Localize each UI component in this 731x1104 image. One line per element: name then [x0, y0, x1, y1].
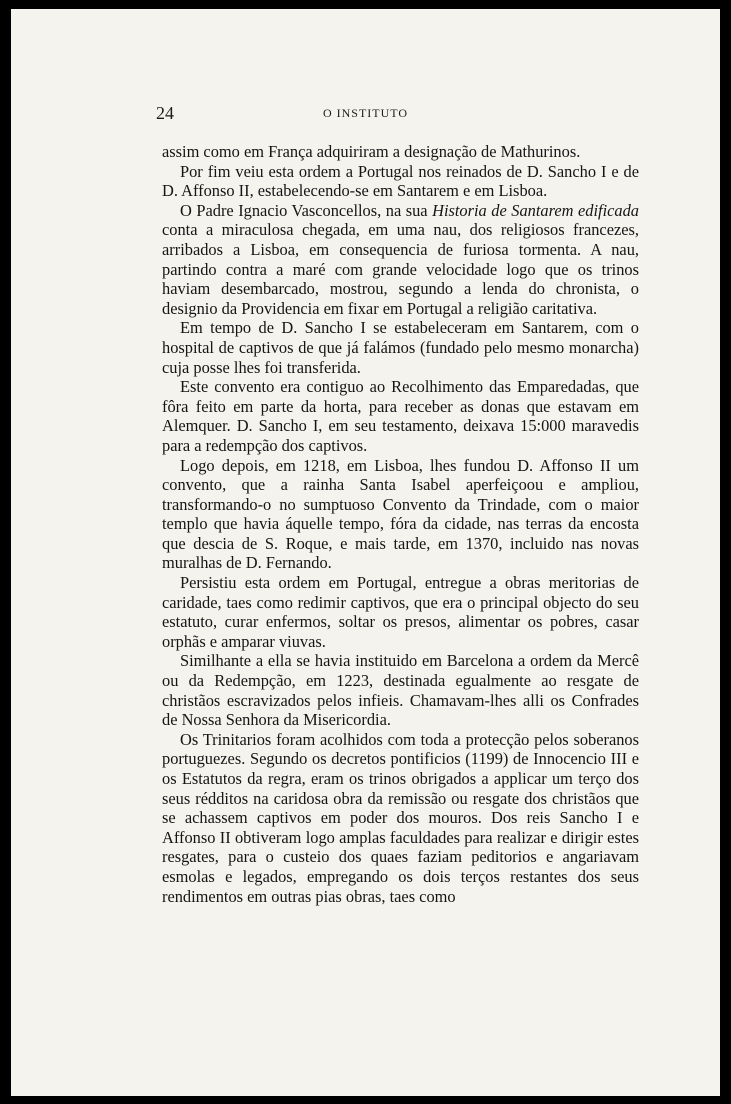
paragraph-4: Em tempo de D. Sancho I se estabeleceram em Santarem, com o hospital de captivos de que já falámos (fundado pelo mesmo monarcha) cuja posse lhes foi transferida.	[162, 318, 639, 377]
paragraph-2: Por fim veiu esta ordem a Portugal nos reinados de D. Sancho I e de D. Affonso II, estabelecendo-se em Santarem e em Lisboa.	[162, 161, 639, 201]
paragraph-5: Este convento era contiguo ao Recolhimento das Emparedadas, que fôra feito em parte da horta, para receber as donas que estavam em Alemquer. D. Sancho I, em seu testamento, deixava 15:000 maravedis para a redempção dos captivos.	[162, 377, 639, 455]
paragraph-7: Persistiu esta ordem em Portugal, entregue a obras meritorias de caridade, taes como redimir captivos, que era o principal objecto do seu estatuto, curar enfermos, soltar os presos, alimentar os pobres, casar orphãs e amparar viuvas.	[162, 573, 639, 651]
page-body	[162, 142, 639, 906]
paragraph-3-text: O Padre Ignacio Vasconcellos, na sua	[180, 200, 433, 220]
paragraph-9: Os Trinitarios foram acolhidos com toda a protecção pelos soberanos portuguezes. Segundo os decretos pontificios (1199) de Innocencio III e os Estatutos da regra, eram os trinos obrigados a applicar um terço dos seus rédditos na caridosa obra da remissão ou resgate dos christãos que se achassem captivos em poder dos mouros. Dos reis Sancho I e Affonso II obtiveram logo amplas faculdades para realizar e dirigir estes resgates, para o custeio dos quaes faziam peditorios e angariavam esmolas e legados, empregando os dois terços restantes dos seus rendimentos em outras pias obras, taes como	[162, 729, 639, 906]
paragraph-8: Similhante a ella se havia instituido em Barcelona a ordem da Mercê ou da Redempção, em 1223, destinada egualmente ao resgate de christãos escravizados pelos infieis. Chamavam-lhes alli os Confrades de Nossa Senhora da Misericordia.	[162, 651, 639, 730]
paragraph-1: assim como em França adquiriram a designação de Mathurinos.	[162, 142, 581, 161]
running-title: O INSTITUTO	[322, 106, 409, 120]
paragraph-3	[162, 201, 639, 319]
paragraph-6: Logo depois, em 1218, em Lisboa, lhes fundou D. Affonso II um convento, que a rainha Santa Isabel aperfeiçoou e ampliou, transformando-o no sumptuoso Convento da Trindade, com o maior templo que havia áquelle tempo, fóra da cidade, nas terras da encosta que descia de S. Roque, e mais tarde, em 1370, incluido nas novas muralhas de D. Fernando.	[162, 455, 639, 573]
paragraph-3-text-cont: conta a miraculosa chegada, em uma nau, dos religiosos francezes, arribados a Lisboa, em consequencia de furiosa tormenta. A nau, partindo contra a maré com grande velocidade logo que os trinos haviam desembarcado, mostrou, segundo a lenda do chronista, o designio da Providencia em fixar em Portugal a religião caritativa.	[162, 220, 639, 318]
book-title-italic: Historia de Santarem edificada	[432, 200, 639, 220]
page-header	[11, 103, 720, 125]
book-page	[11, 9, 720, 1096]
page-number: 24	[156, 103, 174, 123]
